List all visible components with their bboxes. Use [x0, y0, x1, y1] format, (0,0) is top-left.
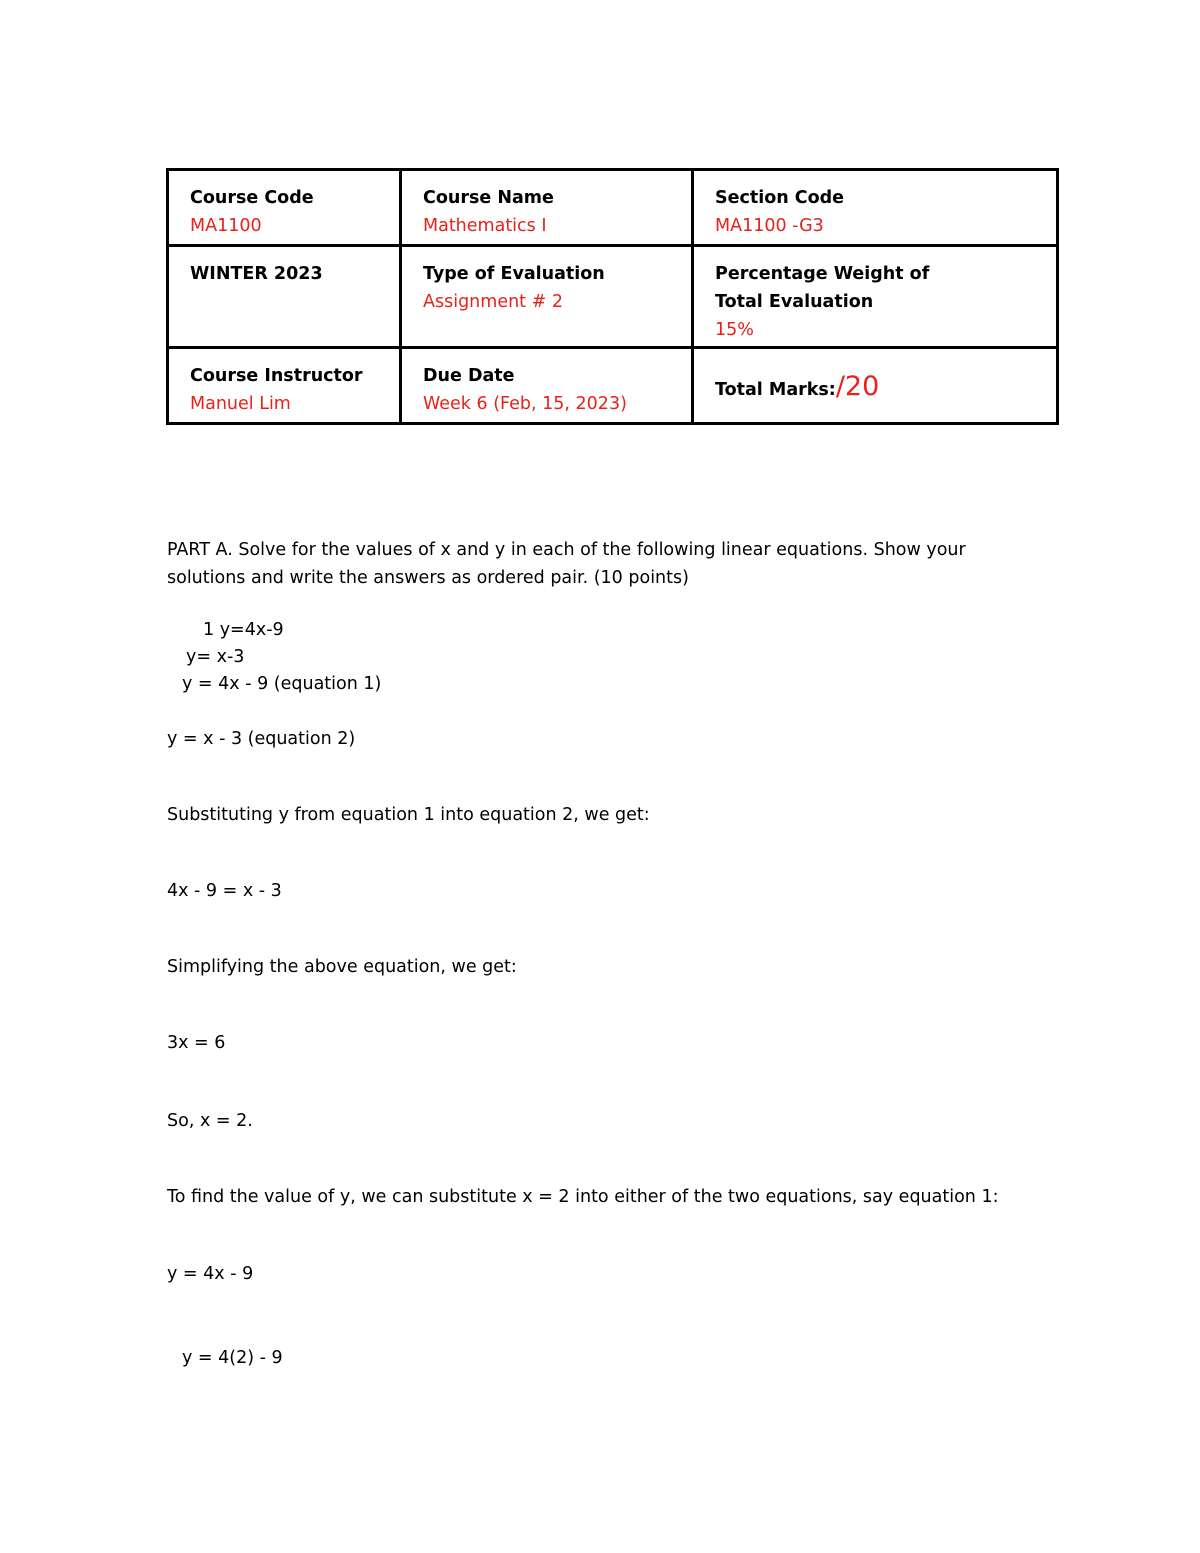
problem-line-1: 1 y=4x-9	[203, 620, 284, 640]
course-code-cell	[168, 170, 401, 246]
due-date-label: Due Date	[423, 366, 515, 386]
weight-cell	[693, 246, 1058, 348]
find-y-text: To find the value of y, we can substitute x = 2 into either of the two equations, say equation 1:	[167, 1187, 999, 1207]
y-equation: y = 4x - 9	[167, 1264, 254, 1284]
section-code-label: Section Code	[715, 188, 845, 208]
substitution-text: Substituting y from equation 1 into equation 2, we get:	[167, 805, 650, 825]
due-date-cell	[401, 348, 693, 424]
course-name-cell	[401, 170, 693, 246]
problem-line-2: y= x-3	[186, 647, 245, 667]
course-name-value: Mathematics I	[423, 216, 547, 236]
course-code-value: MA1100	[190, 216, 262, 236]
simplify-text: Simplifying the above equation, we get:	[167, 957, 517, 977]
section-code-value: MA1100 -G3	[715, 216, 824, 236]
evaluation-type-value: Assignment # 2	[423, 292, 563, 312]
section-code-cell	[693, 170, 1058, 246]
instructor-label: Course Instructor	[190, 366, 363, 386]
term-cell	[168, 246, 401, 348]
evaluation-type-cell	[401, 246, 693, 348]
weight-label: Percentage Weight of Total Evaluation	[715, 264, 930, 312]
equation-2: y = x - 3 (equation 2)	[167, 729, 356, 749]
instructor-value: Manuel Lim	[190, 394, 291, 414]
term-label: WINTER 2023	[190, 264, 323, 284]
total-marks-cell	[693, 348, 1058, 424]
simplified-equation: 3x = 6	[167, 1033, 226, 1053]
part-a-intro: PART A. Solve for the values of x and y in each of the following linear equations. Show your solutions and write the answers as ordered pair. (10 points)	[167, 540, 966, 588]
total-marks-value: /20	[835, 371, 880, 402]
evaluation-type-label: Type of Evaluation	[423, 264, 605, 284]
due-date-value: Week 6 (Feb, 15, 2023)	[423, 394, 627, 414]
step-equation: 4x - 9 = x - 3	[167, 881, 282, 901]
weight-value: 15%	[715, 320, 754, 340]
course-info-table	[166, 168, 1059, 425]
instructor-cell	[168, 348, 401, 424]
equation-1: y = 4x - 9 (equation 1)	[182, 674, 382, 694]
total-marks-label: Total Marks:	[715, 380, 836, 400]
course-name-label: Course Name	[423, 188, 554, 208]
x-result: So, x = 2.	[167, 1111, 253, 1131]
y-substituted: y = 4(2) - 9	[182, 1348, 283, 1368]
course-code-label: Course Code	[190, 188, 314, 208]
